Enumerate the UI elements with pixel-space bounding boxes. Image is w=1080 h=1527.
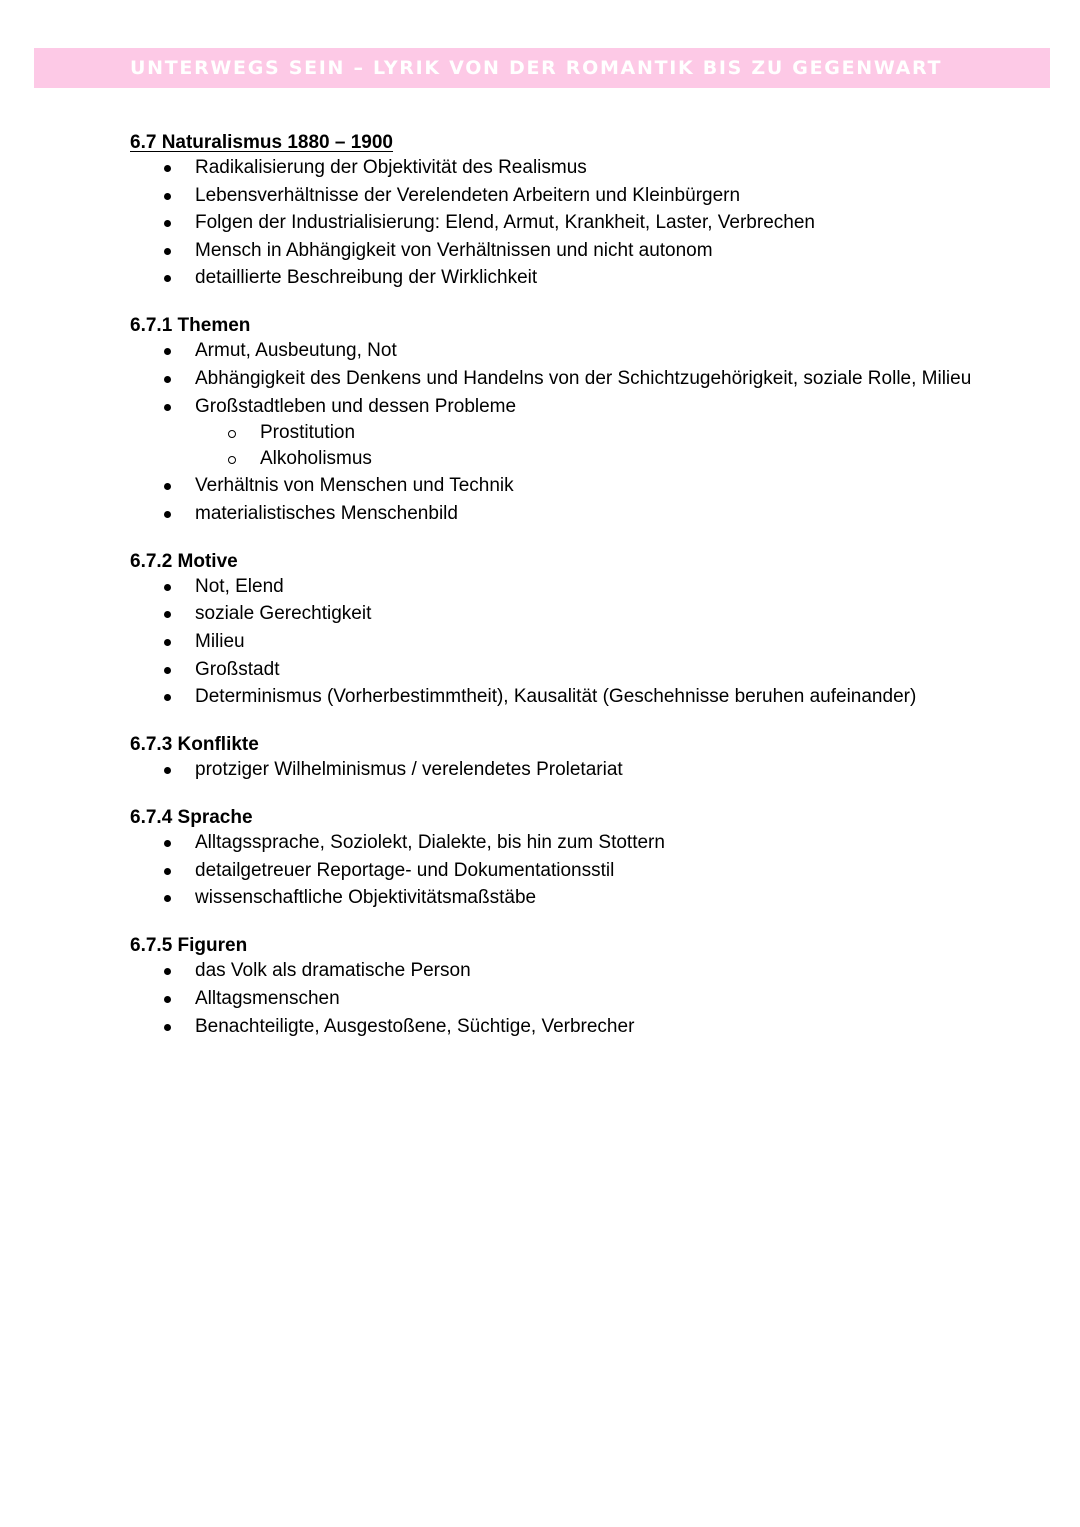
bullet-icon <box>164 483 171 490</box>
list-item-text: Radikalisierung der Objektivität des Realismus <box>195 157 587 178</box>
list-item <box>130 885 1010 911</box>
bullet-icon <box>164 376 171 383</box>
sub-list-item <box>195 420 1010 446</box>
bullet-icon <box>164 694 171 701</box>
list-item-text: Alltagsmenschen <box>195 987 340 1009</box>
section-heading: 6.7.5 Figuren <box>130 935 248 957</box>
list-item <box>130 183 1010 209</box>
list-item-text: Not, Elend <box>195 575 284 597</box>
bullet-list <box>130 958 1010 1039</box>
section-0 <box>130 131 1010 291</box>
bullet-icon <box>164 868 171 875</box>
list-item-text: wissenschaftliche Objektivitätsmaßstäbe <box>195 887 537 909</box>
list-item-text: materialistisches Menschenbild <box>195 502 458 524</box>
bullet-icon <box>164 996 171 1003</box>
list-item-text: Determinismus (Vorherbestimmtheit), Kausalität (Geschehnisse beruhen aufeinander) <box>195 686 917 708</box>
bullet-icon <box>164 193 171 200</box>
bullet-icon <box>164 404 171 411</box>
circle-bullet-icon <box>228 456 236 464</box>
list-item-text: Abhängigkeit des Denkens und Handelns von der Schichtzugehörigkeit, soziale Rolle, Milieu <box>195 367 972 389</box>
section-3 <box>130 733 1010 783</box>
section-heading: 6.7.3 Konflikte <box>130 734 259 756</box>
list-item-text: Großstadt <box>195 658 280 680</box>
bullet-icon <box>164 840 171 847</box>
section-heading: 6.7.1 Themen <box>130 315 251 337</box>
list-item <box>130 1014 1010 1040</box>
list-item <box>130 574 1010 600</box>
list-item <box>130 830 1010 856</box>
bullet-icon <box>164 639 171 646</box>
bullet-icon <box>164 348 171 355</box>
bullet-icon <box>164 275 171 282</box>
list-item <box>130 657 1010 683</box>
document-body <box>130 131 1010 1063</box>
bullet-list <box>130 338 1010 526</box>
list-item <box>130 501 1010 527</box>
list-item-text: detaillierte Beschreibung der Wirklichkeit <box>195 267 538 289</box>
list-item <box>130 394 1010 472</box>
bullet-icon <box>164 667 171 674</box>
list-item-text: Mensch in Abhängigkeit von Verhältnissen und nicht autonom <box>195 239 713 261</box>
section-heading: 6.7.2 Motive <box>130 550 238 572</box>
bullet-list <box>130 830 1010 911</box>
list-item-text: Großstadtleben und dessen Probleme <box>195 395 517 417</box>
bullet-icon <box>164 165 171 172</box>
list-item-text: Verhältnis von Menschen und Technik <box>195 475 514 497</box>
list-item <box>130 265 1010 291</box>
bullet-list <box>130 757 1010 783</box>
section-2 <box>130 550 1010 710</box>
list-item-text: soziale Gerechtigkeit <box>195 603 372 625</box>
header-banner <box>34 48 1050 88</box>
bullet-list <box>130 155 1010 291</box>
list-item <box>130 629 1010 655</box>
list-item <box>130 958 1010 984</box>
list-item <box>130 601 1010 627</box>
sub-list-item-text: Prostitution <box>260 421 356 443</box>
list-item <box>130 684 1010 710</box>
bullet-icon <box>164 220 171 227</box>
sub-list-item <box>195 446 1010 472</box>
list-item <box>130 986 1010 1012</box>
bullet-icon <box>164 968 171 975</box>
list-item-text: Alltagssprache, Soziolekt, Dialekte, bis hin zum Stottern <box>195 832 665 854</box>
chapter-heading: 6.7 Naturalismus 1880 – 1900 <box>130 132 394 153</box>
list-item-text: Milieu <box>195 630 245 652</box>
list-item-text: Folgen der Industrialisierung: Elend, Armut, Krankheit, Laster, Verbrechen <box>195 212 815 234</box>
list-item <box>130 858 1010 884</box>
sub-list <box>195 420 1010 472</box>
list-item-text: Armut, Ausbeutung, Not <box>195 340 397 362</box>
list-item-text: protziger Wilhelminismus / verelendetes Proletariat <box>195 759 623 781</box>
document-title: UNTERWEGS SEIN – LYRIK VON DER ROMANTIK BIS ZU GEGENWART <box>130 57 943 79</box>
section-heading: 6.7.4 Sprache <box>130 807 253 829</box>
bullet-icon <box>164 511 171 518</box>
list-item <box>130 366 1010 392</box>
section-5 <box>130 934 1010 1039</box>
bullet-list <box>130 574 1010 710</box>
list-item <box>130 757 1010 783</box>
bullet-icon <box>164 584 171 591</box>
circle-bullet-icon <box>228 430 236 438</box>
section-4 <box>130 806 1010 911</box>
sub-list-item-text: Alkoholismus <box>260 447 372 469</box>
list-item-text: detailgetreuer Reportage- und Dokumentationsstil <box>195 859 615 881</box>
list-item <box>130 155 1010 181</box>
bullet-icon <box>164 1024 171 1031</box>
list-item-text: das Volk als dramatische Person <box>195 960 471 982</box>
bullet-icon <box>164 611 171 618</box>
bullet-icon <box>164 248 171 255</box>
list-item <box>130 210 1010 236</box>
list-item <box>130 238 1010 264</box>
list-item <box>130 473 1010 499</box>
list-item-text: Benachteiligte, Ausgestoßene, Süchtige, Verbrecher <box>195 1015 635 1037</box>
bullet-icon <box>164 895 171 902</box>
list-item <box>130 338 1010 364</box>
section-1 <box>130 314 1010 526</box>
bullet-icon <box>164 767 171 774</box>
list-item-text: Lebensverhältnisse der Verelendeten Arbeitern und Kleinbürgern <box>195 184 741 206</box>
